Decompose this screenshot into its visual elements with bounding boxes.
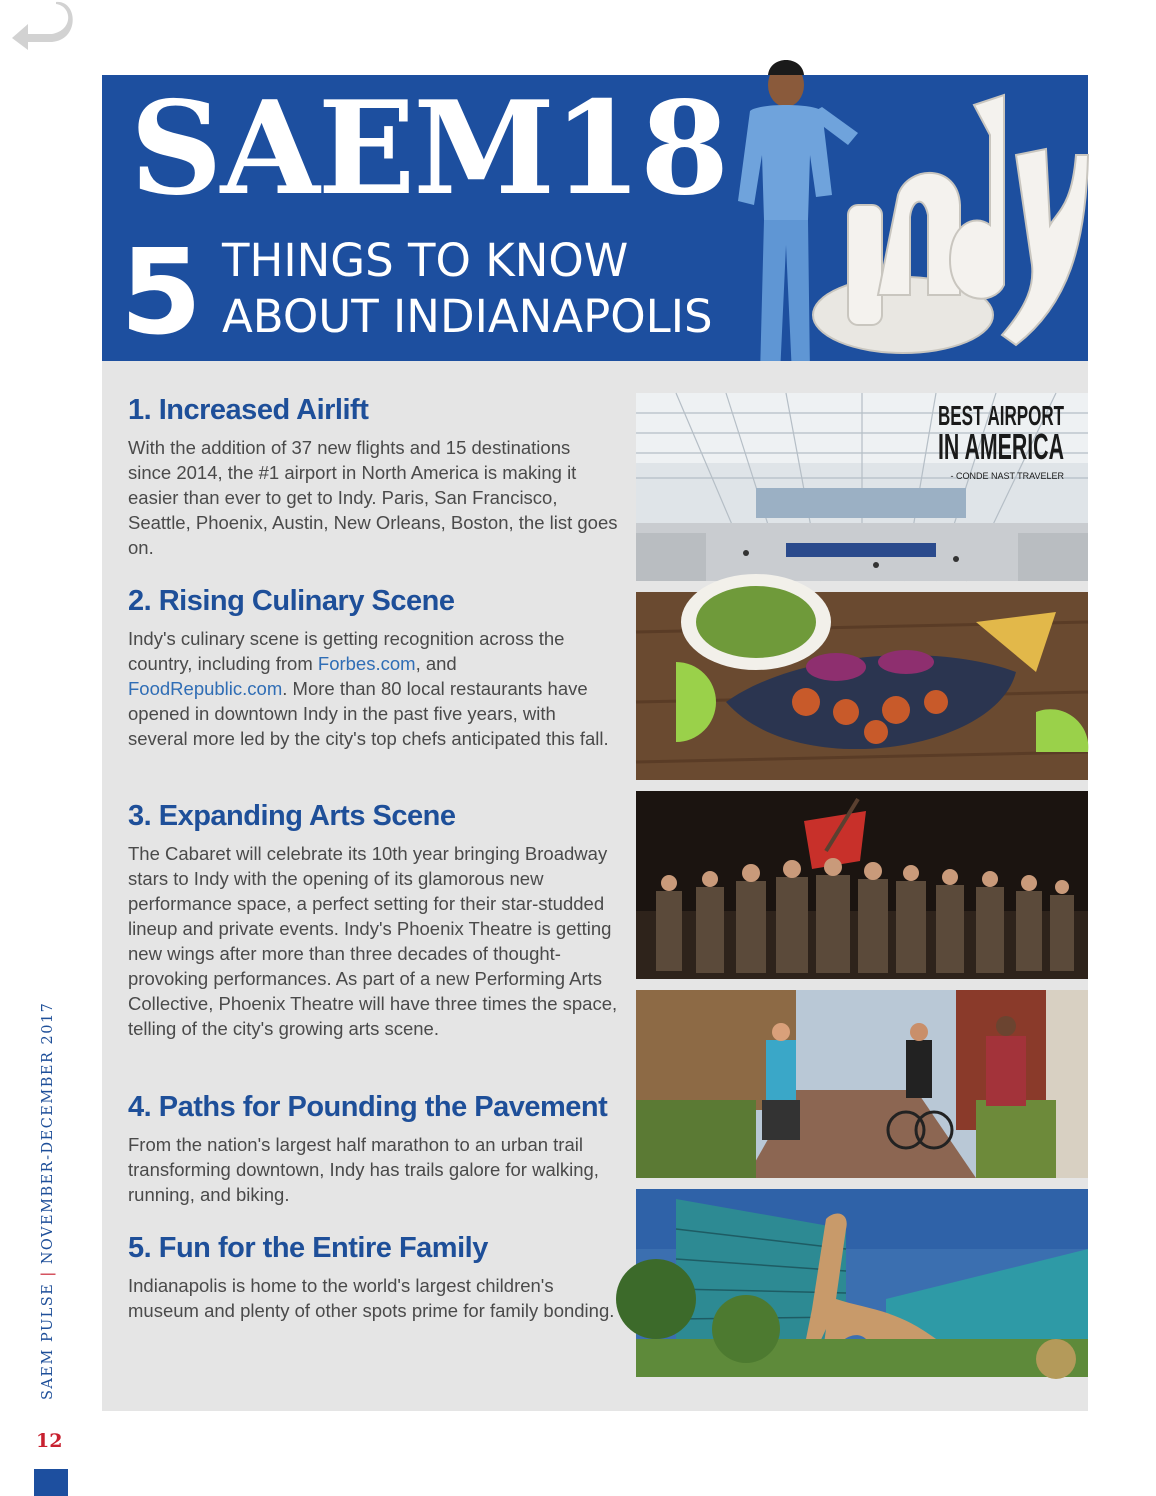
item-2-body-text-3: . More than 80 local restaurants have opened in downtown Indy in the past five years, with several more led by the city's top chefs anticipated this fall. [128, 678, 609, 749]
item-5-family [128, 1231, 618, 1323]
subtitle-line-1: THINGS TO KNOW [222, 234, 629, 287]
airport-overlay-credit: - CONDE NAST TRAVELER [950, 471, 1064, 481]
banner-subtitle [222, 233, 713, 345]
trail-photo [636, 990, 1088, 1178]
issue-date: NOVEMBER-DECEMBER 2017 [40, 1001, 56, 1265]
sign-label: Indy [858, 185, 861, 186]
airport-photo [636, 393, 1088, 581]
item-4-heading: 4. Paths for Pounding the Pavement [128, 1091, 608, 1123]
airport-overlay-line1: BEST AIRPORT [938, 400, 1064, 431]
banner-title: SAEM18 [130, 74, 728, 224]
big-number-five: 5 [120, 223, 203, 361]
indy-sign-and-doctor-image [698, 45, 1088, 361]
item-5-body: Indianapolis is home to the world's largest children's museum and plenty of other spots prime for family bonding. [128, 1275, 615, 1321]
museum-photo [636, 1189, 1088, 1377]
item-4-paths [128, 1090, 618, 1207]
item-2-body-text-2: , and [415, 653, 457, 674]
item-2-body-text-1: Indy's culinary scene is getting recognition across the country, including from [128, 628, 565, 674]
header-banner [102, 75, 1088, 361]
corner-accent-square [34, 1469, 68, 1496]
publication-name: SAEM PULSE [40, 1282, 56, 1400]
item-1-body: With the addition of 37 new flights and 15 destinations since 2014, the #1 airport in North America is making it easier than ever to get to Indy. Paris, San Francisco, Seattle, Phoenix, Austin, New Orleans, Boston, the list goes on. [128, 437, 618, 558]
foodrepublic-link[interactable]: FoodRepublic.com [128, 678, 283, 699]
item-2-culinary [128, 584, 618, 751]
item-1-airlift [128, 393, 618, 560]
item-4-body: From the nation's largest half marathon to an urban trail transforming downtown, Indy has trails galore for walking, running, and biking. [128, 1134, 599, 1205]
item-3-arts [128, 799, 618, 1041]
sidebar-separator: | [40, 1270, 56, 1277]
content-panel [102, 361, 1088, 1411]
item-2-heading: 2. Rising Culinary Scene [128, 585, 455, 617]
item-3-heading: 3. Expanding Arts Scene [128, 800, 456, 832]
back-arrow-icon[interactable] [6, 0, 76, 52]
page-number: 12 [36, 1430, 63, 1452]
item-3-body: The Cabaret will celebrate its 10th year bringing Broadway stars to Indy with the opening of its glamorous new performance space, a perfect setting for their star-studded lineup and private events. Indy's Phoenix Theatre is getting new wings after more than three decades of thought-provoking performances. As part of a new Performing Arts Collective, Phoenix Theatre will have three times the space, telling of the city's growing arts scene. [128, 843, 618, 1039]
subtitle-line-2: ABOUT INDIANAPOLIS [222, 290, 713, 343]
airport-overlay-line2: IN AMERICA [938, 426, 1064, 467]
forbes-link[interactable]: Forbes.com [317, 653, 416, 674]
tacos-photo [636, 592, 1088, 780]
sidebar-publication [40, 1002, 56, 1400]
item-1-heading: 1. Increased Airlift [128, 394, 369, 426]
item-5-heading: 5. Fun for the Entire Family [128, 1232, 488, 1264]
item-2-body [128, 626, 618, 751]
theatre-photo [636, 791, 1088, 979]
